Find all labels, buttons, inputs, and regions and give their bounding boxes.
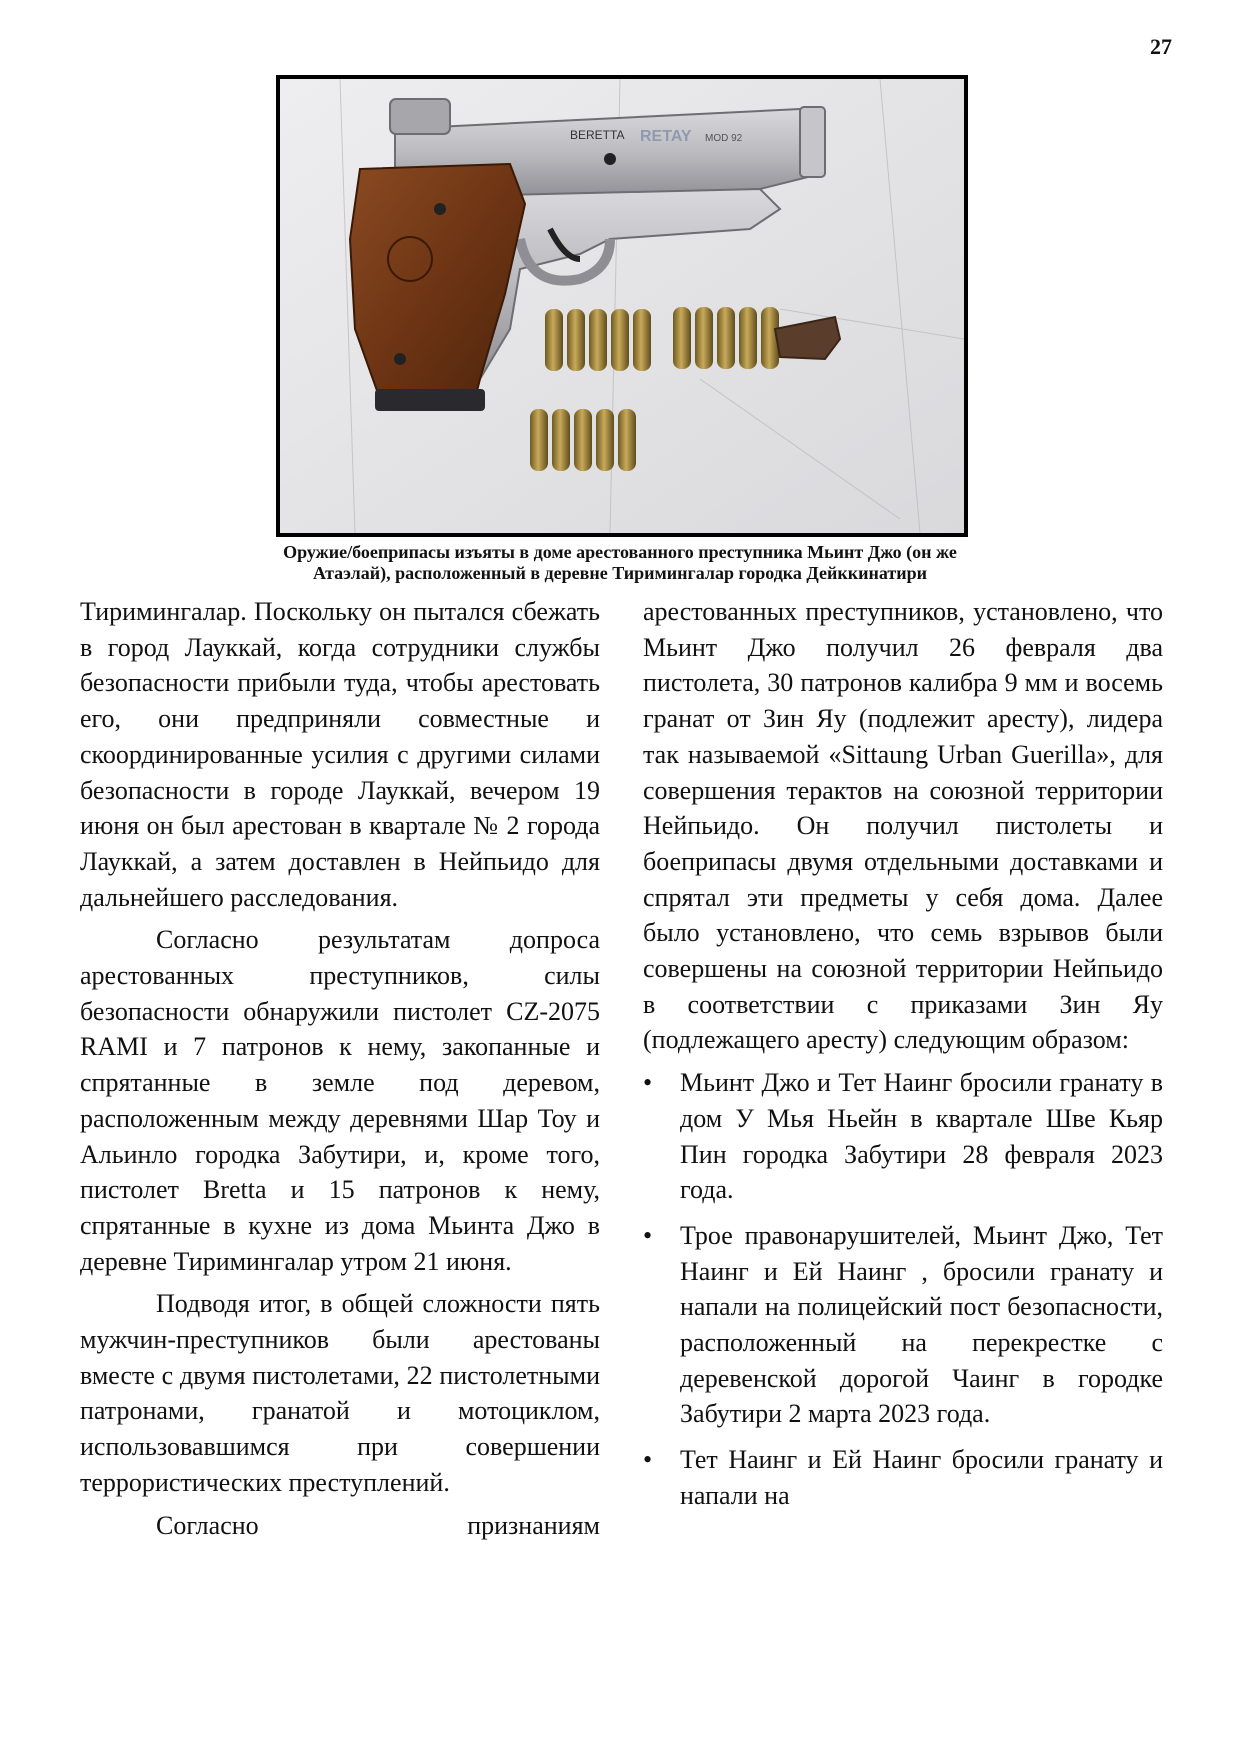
left-paragraph-1: Тиримингалар. Поскольку он пытался сбежать в город Лауккай, когда сотрудники службы безопасности прибыли туда, чтобы арестовать его, они предприняли совместные и скоординированные усилия с другими силами безопасности в городе Лауккай, вечером 19 июня он был арестован в квартале № 2 города Лауккай, а затем доставлен в Нейпьидо для дальнейшего расследования. (80, 597, 600, 912)
bullet-item-3: • Тет Наинг и Ей Наинг бросили гранату и напали на (643, 1442, 1163, 1513)
left-paragraph-2: Согласно результатам допроса арестованных преступников, силы безопасности обнаружили пистолет CZ-2075 RAMI и 7 патронов к нему, закопанные и спрятанные в земле под деревом, расположенным между деревнями Шар Тоу и Альинло городка Забутири, и, кроме того, пистолет Bretta и 15 патронов к нему, спрятанные в кухне из дома Мьинта Джо в деревне Тиримингалар утром 21 июня. (80, 925, 600, 1276)
left-column (80, 594, 600, 1550)
evidence-photo (276, 75, 968, 537)
caption-line-1: Оружие/боеприпасы изъяты в доме арестованного преступника Мьинт Джо (он же (283, 542, 957, 562)
slide-engraving-model: MOD 92 (705, 133, 743, 144)
left-paragraph-4: Согласно признаниям (156, 1510, 600, 1540)
cartridges-row-2 (530, 409, 636, 471)
left-paragraph-3: Подводя итог, в общей сложности пять мужчин-преступников были арестованы вместе с двумя пистолетами, 22 пистолетными патронами, гранатой и мотоциклом, использовавшимся при совершении террористических преступлений. (80, 1289, 600, 1497)
bullet-item-2: • Трое правонарушителей, Мьинт Джо, Тет Наинг и Ей Наинг , бросили гранату и напали на полицейский пост безопасности, расположенный на перекрестке с деревенской дорогой Чаинг в городке Забутири 2 марта 2023 года. (643, 1218, 1163, 1432)
slide-engraving-retay: RETAY (640, 128, 692, 145)
page-number: 27 (1150, 34, 1172, 59)
right-column (643, 594, 1163, 1524)
figure-caption (220, 542, 1020, 584)
caption-line-2: Атаэлай), расположенный в деревне Тиримингалар городка Дейккинатири (313, 563, 927, 583)
bullet-list (643, 1065, 1163, 1513)
pistol-ammo-illustration (280, 79, 964, 533)
right-paragraph-1: арестованных преступников, установлено, что Мьинт Джо получил 26 февраля два пистолета, 30 патронов калибра 9 мм и восемь гранат от Зин Яу (подлежит аресту), лидера так называемой «Sittaung Urban Guerilla», для совершения терактов на союзной территории Нейпьидо. Он получил пистолеты и боеприпасы двумя отдельными доставками и спрятал эти предметы у себя дома. Далее было установлено, что семь взрывов были совершены на союзной территории Нейпьидо в соответствии с приказами Зин Яу (подлежащего аресту) следующим образом: (643, 597, 1163, 1055)
bullet-item-1: • Мьинт Джо и Тет Наинг бросили гранату в дом У Мья Ньейн в квартале Шве Кьяр Пин городка Забутири 28 февраля 2023 года. (643, 1065, 1163, 1208)
slide-engraving-brand: BERETTA (570, 128, 625, 142)
